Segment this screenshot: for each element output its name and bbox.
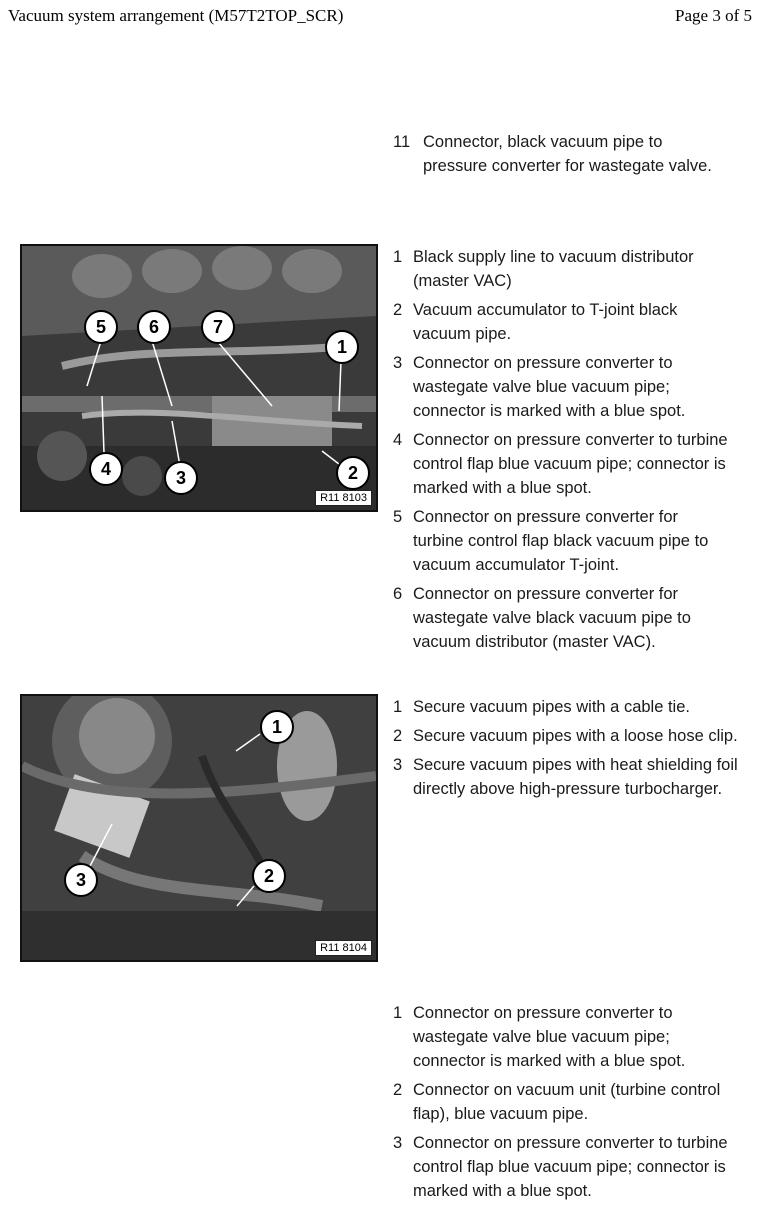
- legend-list-3: [393, 1001, 733, 1208]
- list-item: [393, 582, 733, 654]
- callout-5: 5: [84, 310, 118, 344]
- legend-list-0: [393, 130, 723, 183]
- item-text: Secure vacuum pipes with a loose hose clip.: [413, 727, 738, 745]
- callout-1: 1: [325, 330, 359, 364]
- item-number: 11: [393, 133, 411, 151]
- callout-3: 3: [164, 461, 198, 495]
- engine-illustration-1: [22, 246, 376, 510]
- item-number: 4: [393, 431, 403, 449]
- list-item: [393, 753, 738, 801]
- item-text: Connector on pressure converter to wastegate valve blue vacuum pipe; connector is marked with a blue spot.: [413, 354, 686, 420]
- item-text: Black supply line to vacuum distributor (master VAC): [413, 248, 694, 290]
- list-item: [393, 505, 733, 577]
- item-number: 2: [393, 1081, 403, 1099]
- item-number: 1: [393, 1004, 403, 1022]
- item-text: Vacuum accumulator to T-joint black vacuum pipe.: [413, 301, 678, 343]
- item-number: 3: [393, 1134, 403, 1152]
- page-number: Page 3 of 5: [675, 6, 752, 25]
- callout-7: 7: [201, 310, 235, 344]
- engine-photo-2: [20, 694, 378, 962]
- item-text: Secure vacuum pipes with heat shielding foil directly above high-pressure turbocharger.: [413, 756, 738, 798]
- list-item: [393, 695, 738, 719]
- figure-reference: R11 8104: [315, 940, 372, 956]
- legend-list-1: [393, 245, 733, 659]
- item-number: 2: [393, 301, 403, 319]
- item-number: 3: [393, 354, 403, 372]
- item-text: Connector on pressure converter for turbine control flap black vacuum pipe to vacuum accumulator T-joint.: [413, 508, 709, 574]
- item-text: Connector on vacuum unit (turbine control flap), blue vacuum pipe.: [413, 1081, 721, 1123]
- item-text: Connector on pressure converter to wastegate valve blue vacuum pipe; connector is marked with a blue spot.: [413, 1004, 686, 1070]
- list-item: [393, 298, 733, 346]
- item-text: Connector on pressure converter to turbine control flap blue vacuum pipe; connector is marked with a blue spot.: [413, 1134, 728, 1200]
- engine-photo-1: [20, 244, 378, 512]
- callout-2: 2: [336, 456, 370, 490]
- list-item: [393, 1131, 733, 1203]
- item-number: 1: [393, 698, 403, 716]
- item-number: 6: [393, 585, 403, 603]
- callout-3: 3: [64, 863, 98, 897]
- item-text: Connector on pressure converter for wastegate valve black vacuum pipe to vacuum distributor (master VAC).: [413, 585, 691, 651]
- list-item: [393, 130, 723, 178]
- item-number: 3: [393, 756, 403, 774]
- engine-illustration-2: [22, 696, 376, 960]
- list-item: [393, 428, 733, 500]
- list-item: [393, 724, 738, 748]
- legend-list-2: [393, 695, 738, 806]
- item-text: Connector on pressure converter to turbine control flap blue vacuum pipe; connector is marked with a blue spot.: [413, 431, 728, 497]
- callout-4: 4: [89, 452, 123, 486]
- list-item: [393, 351, 733, 423]
- item-number: 5: [393, 508, 403, 526]
- list-item: [393, 245, 733, 293]
- callout-1: 1: [260, 710, 294, 744]
- item-text: Connector, black vacuum pipe to pressure converter for wastegate valve.: [423, 133, 712, 175]
- list-item: [393, 1078, 733, 1126]
- list-item: [393, 1001, 733, 1073]
- item-number: 1: [393, 248, 403, 266]
- callout-6: 6: [137, 310, 171, 344]
- item-text: Secure vacuum pipes with a cable tie.: [413, 698, 690, 716]
- figure-reference: R11 8103: [315, 490, 372, 506]
- callout-2: 2: [252, 859, 286, 893]
- document-title: Vacuum system arrangement (M57T2TOP_SCR): [8, 6, 344, 25]
- item-number: 2: [393, 727, 403, 745]
